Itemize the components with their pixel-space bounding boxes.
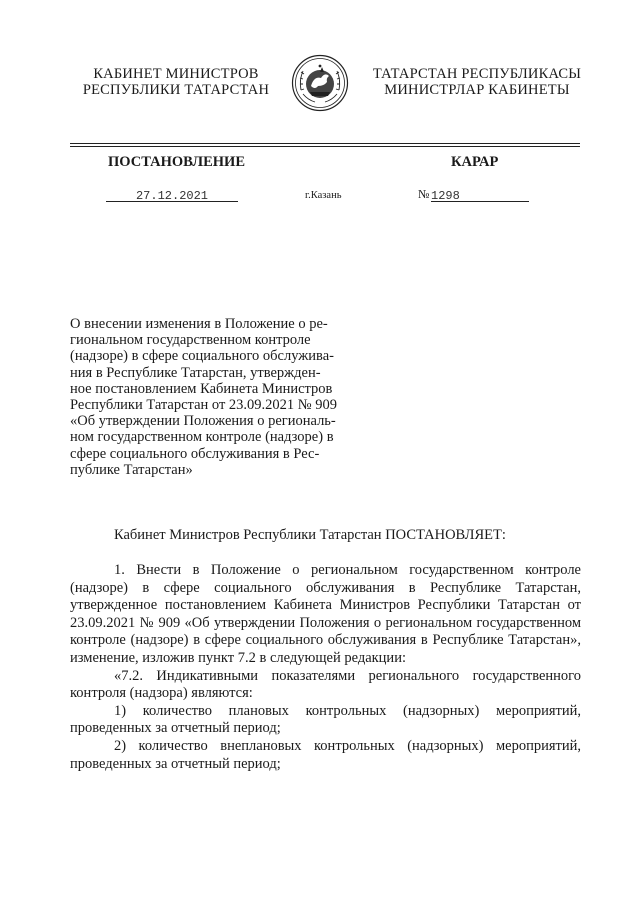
- body-paragraph: 2) количество внеплановых контрольных (надзорных) мероприятий, проведенных за отчетный период;: [70, 737, 581, 772]
- header-right-line1: ТАТАРСТАН РЕСПУБЛИКАСЫ: [372, 66, 582, 82]
- subject-line: «Об утверждении Положения о региональ-: [70, 413, 336, 430]
- doc-place: г.Казань: [305, 190, 342, 201]
- header-left-line1: КАБИНЕТ МИНИСТРОВ: [93, 66, 259, 82]
- doc-number: 1298: [431, 189, 460, 203]
- doc-date: 27.12.2021: [135, 189, 208, 203]
- body-paragraph: 1) количество плановых контрольных (надзорных) мероприятий, проведенных за отчетный период;: [70, 702, 581, 737]
- header-divider-bottom: [70, 146, 580, 147]
- subject-line: гиональном государственном контроле: [70, 332, 311, 349]
- subject-line: сфере социального обслуживания в Рес-: [70, 445, 320, 462]
- subject-line: ном государственном контроле (надзоре) в: [70, 429, 334, 446]
- subject-line: ния в Республике Татарстан, утвержден-: [70, 364, 321, 381]
- subject-line: О внесении изменения в Положение о ре-: [70, 316, 328, 332]
- doc-body: [70, 562, 581, 773]
- header-left-line2: РЕСПУБЛИКИ ТАТАРСТАН: [82, 82, 270, 98]
- body-paragraph: 1. Внести в Положение о региональном государственном контроле (надзоре) в сфере социального обслуживания в Республике Татарстан, утвержденное постановлением Кабинета Министров Республики Татарстан от 23.09.2021 № 909 «Об утверждении Положения о региональном государственном контроле (надзоре) в сфере социального обслуживания в Республике Татарстан», изменение, изложив пункт 7.2 в следующей редакции:: [70, 562, 581, 666]
- doc-number-label: №: [418, 187, 430, 201]
- doc-date-field: [106, 186, 238, 202]
- doc-preamble-block: [70, 527, 581, 545]
- subject-line: (надзоре) в сфере социального обслужива-: [70, 348, 334, 365]
- doc-title-tt: КАРАР: [451, 154, 499, 170]
- header-right: [362, 66, 592, 98]
- subject-line: ное постановлением Кабинета Министров: [70, 380, 333, 397]
- doc-title-ru: ПОСТАНОВЛЕНИЕ: [108, 154, 246, 170]
- doc-number-field: [431, 186, 529, 202]
- coat-of-arms-emblem: [291, 54, 349, 112]
- subject-line: Республики Татарстан от 23.09.2021 № 909: [70, 397, 337, 414]
- doc-subject: [70, 316, 340, 478]
- header-divider-top: [70, 143, 580, 144]
- header-left: [76, 66, 276, 98]
- doc-preamble: Кабинет Министров Республики Татарстан ПОСТАНОВЛЯЕТ:: [114, 527, 506, 543]
- subject-line: публике Татарстан»: [70, 461, 193, 478]
- body-paragraph: «7.2. Индикативными показателями регионального государственного контроля (надзора) являются:: [70, 667, 581, 702]
- header-right-line2: МИНИСТРЛАР КАБИНЕТЫ: [384, 82, 570, 98]
